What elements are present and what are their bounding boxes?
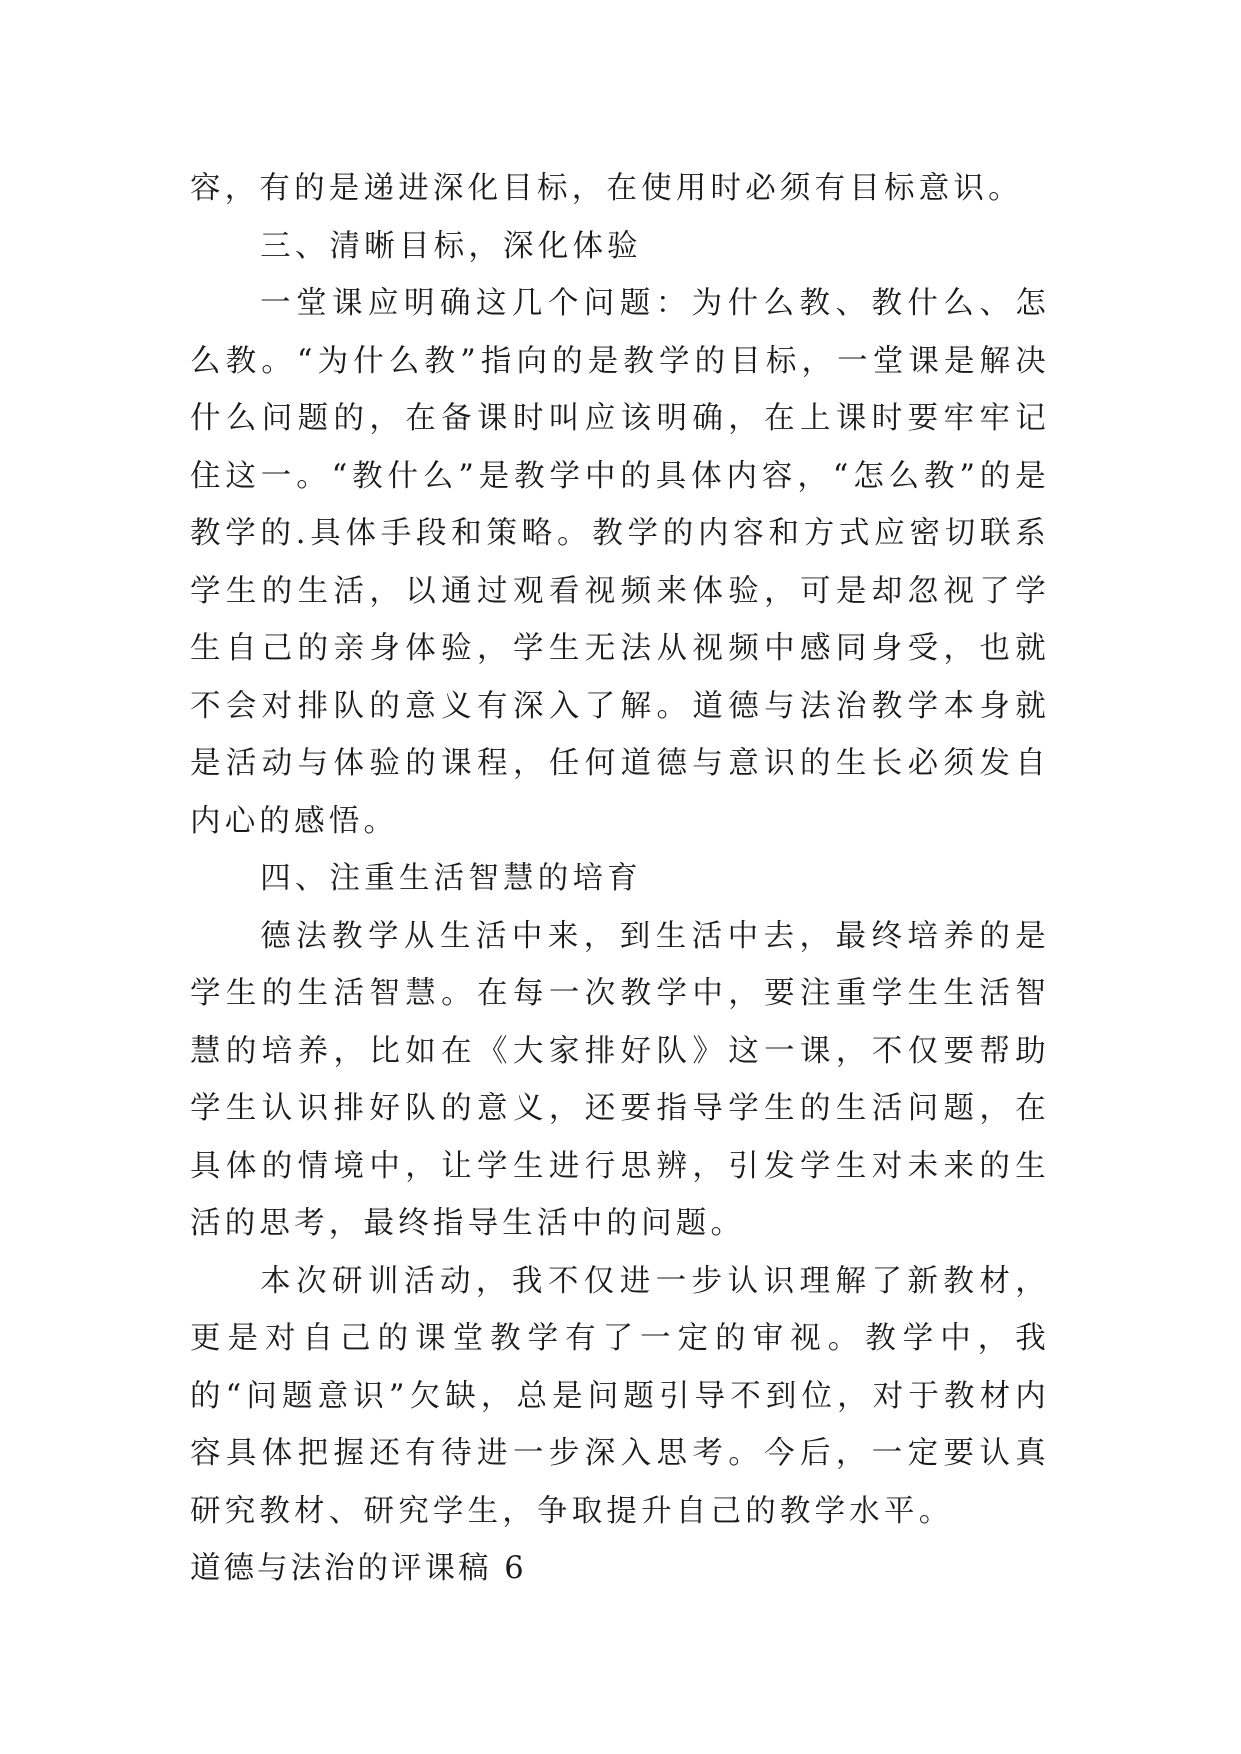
- document-content: [190, 160, 1050, 1598]
- document-title: 道德与法治的评课稿 6: [190, 1551, 527, 1586]
- section-heading-4: 四、注重生活智慧的培育: [260, 861, 642, 896]
- body-paragraph: 一堂课应明确这几个问题：为什么教、教什么、怎么教。“为什么教”指向的是教学的目标，一堂课是解决什么问题的，在备课时叫应该明确，在上课时要牢牢记住这一。“教什么”是教学中的具体内容，“怎么教”的是教学的.具体手段和策略。教学的内容和方式应密切联系学生的生活，以通过观看视频来体验，可是却忽视了学生自己的亲身体验，学生无法从视频中感同身受，也就不会对排队的意义有深入了解。道德与法治教学本身就是活动与体验的课程，任何道德与意识的生长必须发自内心的感悟。: [190, 286, 1050, 839]
- body-paragraph: 本次研训活动，我不仅进一步认识理解了新教材，更是对自己的课堂教学有了一定的审视。教学中，我的“问题意识”欠缺，总是问题引导不到位，对于教材内容具体把握还有待进一步深入思考。今后，一定要认真研究教材、研究学生，争取提升自己的教学水平。: [190, 1263, 1050, 1529]
- body-paragraph: 德法教学从生活中来，到生活中去，最终培养的是学生的生活智慧。在每一次教学中，要注重学生生活智慧的培养，比如在《大家排好队》这一课，不仅要帮助学生认识排好队的意义，还要指导学生的生活问题，在具体的情境中，让学生进行思辨，引发学生对未来的生活的思考，最终指导生活中的问题。: [190, 918, 1050, 1241]
- section-heading-3: 三、清晰目标，深化体验: [260, 228, 642, 264]
- continuation-paragraph: 容，有的是递进深化目标，在使用时必须有目标意识。: [190, 171, 1023, 206]
